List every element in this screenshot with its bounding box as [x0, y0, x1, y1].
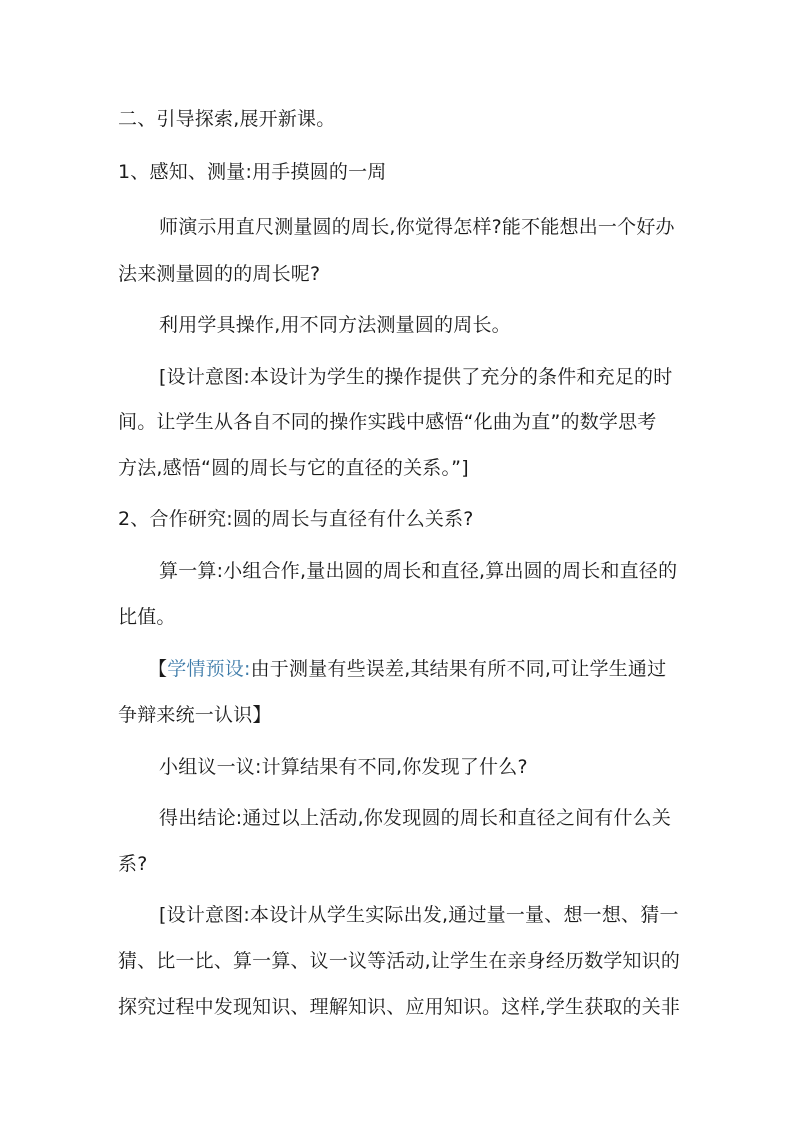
item1-heading: 1、感知、测量:用手摸圆的一周 [118, 161, 387, 183]
paragraph-7-line-2: 系? [118, 853, 148, 875]
paragraph-8-line-3: 探究过程中发现知识、理解知识、应用知识。这样,学生获取的关非 [118, 996, 681, 1018]
paragraph-5-line-2: 争辩来统一认识】 [118, 704, 272, 726]
highlight-label: 学情预设: [167, 658, 251, 680]
paragraph-2: 利用学具操作,用不同方法测量圆的周长。 [159, 314, 511, 336]
paragraph-1-line-1: 师演示用直尺测量圆的周长,你觉得怎样?能不能想出一个好办 [159, 216, 675, 238]
paragraph-7-line-1: 得出结论:通过以上活动,你发现圆的周长和直径之间有什么关 [159, 807, 672, 829]
paragraph-3-line-3: 方法,感悟“圆的周长与它的直径的关系。”] [118, 457, 469, 479]
paragraph-3-line-1: [设计意图:本设计为学生的操作提供了充分的条件和充足的时 [159, 366, 673, 388]
item2-heading: 2、合作研究:圆的周长与直径有什么关系? [118, 508, 474, 530]
paragraph-5-rest: 由于测量有些误差,其结果有所不同,可让学生通过 [250, 658, 667, 680]
paragraph-8-line-2: 猜、比一比、算一算、议一议等活动,让学生在亲身经历数学知识的 [118, 950, 681, 972]
paragraph-3-line-2: 间。让学生从各自不同的操作实践中感悟“化曲为直”的数学思考 [118, 411, 657, 433]
paragraph-6: 小组议一议:计算结果有不同,你发现了什么? [159, 756, 528, 778]
paragraph-4-line-1: 算一算:小组合作,量出圆的周长和直径,算出圆的周长和直径的 [159, 560, 678, 582]
bracket-open: 【 [148, 658, 168, 680]
paragraph-4-line-2: 比值。 [118, 606, 176, 628]
paragraph-1-line-2: 法来测量圆的的周长呢? [118, 263, 321, 285]
paragraph-8-line-1: [设计意图:本设计从学生实际出发,通过量一量、想一想、猜一 [159, 904, 679, 926]
paragraph-5-line-1 [148, 657, 666, 681]
section-heading: 二、引导探索,展开新课。 [118, 108, 336, 130]
